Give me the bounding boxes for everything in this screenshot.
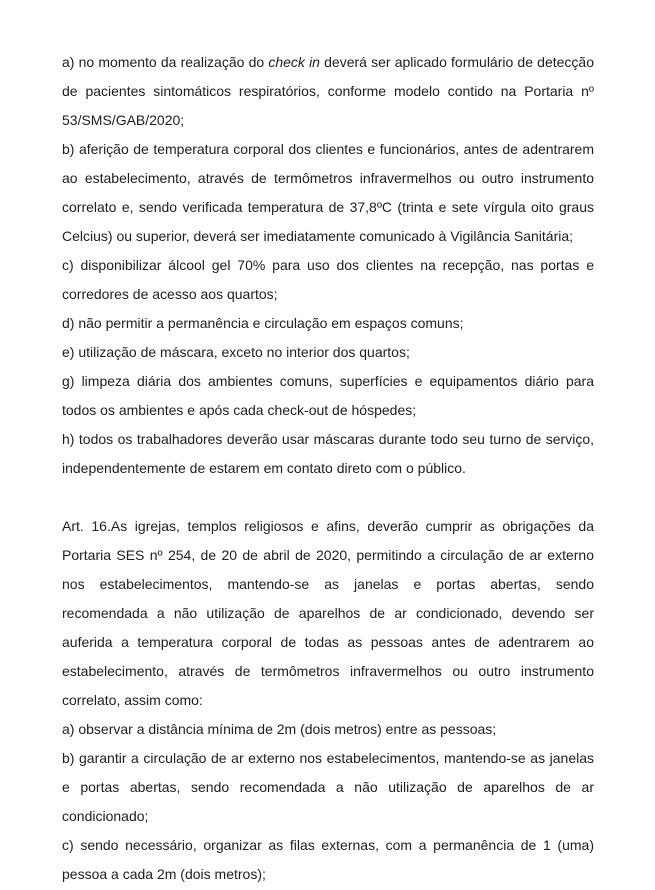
clause-item-b: b) aferição de temperatura corporal dos clientes e funcionários, antes de adentrarem ao estabelecimento, através de termômetros infravermelhos ou outro instrumento correlato e, sendo verificada temperatura de 37,8ºC (trinta e sete vírgula oito graus Celcius) ou superior, deverá ser imediatamente comunicado à Vigilância Sanitária; (62, 141, 594, 244)
document-text-block (62, 48, 594, 889)
clause-item-c: c) disponibilizar álcool gel 70% para uso dos clientes na recepção, nas portas e corredores de acesso aos quartos; (62, 257, 594, 302)
section-gap (62, 483, 594, 512)
article-16-caput: Art. 16.As igrejas, templos religiosos e afins, deverão cumprir as obrigações da Portaria SES nº 254, de 20 de abril de 2020, permitindo a circulação de ar externo nos estabelecimentos, mantendo-se as janelas e portas abertas, sendo recomendada a não utilização de aparelhos de ar condicionado, devendo ser auferida a temperatura corporal de todas as pessoas antes de adentrarem ao estabelecimento, através de termômetros infravermelhos ou outro instrumento correlato, assim como: (62, 518, 594, 708)
clause-item-a-suffix: deverá ser aplicado formulário de detecção de pacientes sintomáticos respiratórios, conforme modelo contido na Portaria nº 53/SMS/GAB/2020; (62, 54, 594, 128)
article-16-item-a: a) observar a distância mínima de 2m (dois metros) entre as pessoas; (62, 721, 497, 737)
clause-item-a-prefix: a) no momento da realização do (62, 54, 269, 70)
clause-item-h: h) todos os trabalhadores deverão usar máscaras durante todo seu turno de serviço, independentemente de estarem em contato direto com o público. (62, 431, 594, 476)
clause-item-e: e) utilização de máscara, exceto no interior dos quartos; (62, 344, 410, 360)
clause-item-a (62, 48, 594, 135)
article-16-item-b: b) garantir a circulação de ar externo nos estabelecimentos, mantendo-se as janelas e portas abertas, sendo recomendada a não utilização de aparelhos de ar condicionado; (62, 750, 594, 824)
clause-item-d: d) não permitir a permanência e circulação em espaços comuns; (62, 315, 464, 331)
article-16-item-c: c) sendo necessário, organizar as filas externas, com a permanência de 1 (uma) pessoa a cada 2m (dois metros); (62, 837, 594, 882)
clause-item-g: g) limpeza diária dos ambientes comuns, superfícies e equipamentos diário para todos os ambientes e após cada check-out de hóspedes; (62, 373, 594, 418)
check-in-italic-term: check in (268, 54, 320, 70)
